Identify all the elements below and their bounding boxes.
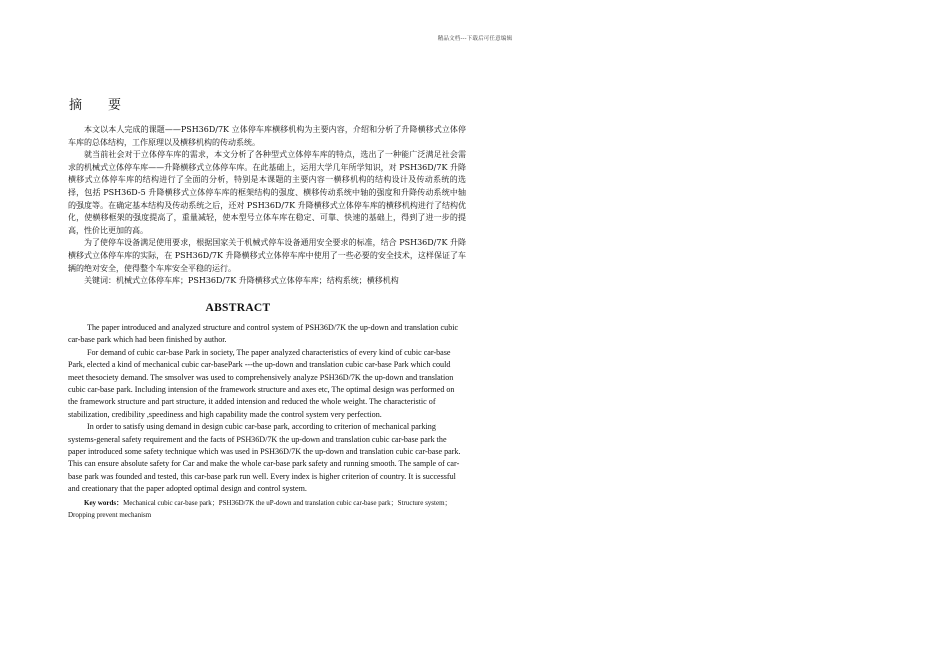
keywords-text: Mechanical cubic car-base park；PSH36D/7K the uP-down and translation cubic car-base park；Structure system；Dropping prevent mechanism bbox=[68, 498, 452, 519]
chinese-abstract-title bbox=[69, 94, 121, 113]
english-keywords bbox=[68, 497, 466, 521]
chinese-title-char-2: 要 bbox=[108, 98, 122, 113]
chinese-abstract-body bbox=[68, 124, 466, 288]
chinese-paragraph: 就当前社会对于立体停车库的需求，本文分析了各种型式立体停车库的特点，选出了一种能广泛满足社会需求的机械式立体停车库——升降横移式立体停车库。在此基础上，运用大学几年所学知识，对 PSH36D/7K 升降横移式立体停车库的结构进行了全面的分析，特别是本课题的主要内容一横移机构的结构设计及传动系统的选择，包括 PSH36D-5 升降横移式立体停车库的框架结构的强度、横移传动系统中轴的强度和升降传动系统中轴的强度等。在确定基本结构及传动系统之后，还对 PSH36D/7K 升降横移式立体停车库的横移机构进行了结构优化，使横移框架的强度提高了，重量减轻，使本型号立体车库在稳定、可靠、快速的基础上，得到了进一步的提高，性价比更加的高。 bbox=[68, 150, 466, 235]
page-header-note: 精品文档---下载后可任意编辑 bbox=[437, 36, 513, 42]
english-abstract-body bbox=[68, 322, 466, 521]
keywords-label: Key words： bbox=[84, 498, 124, 507]
english-paragraph: For demand of cubic car-base Park in society, The paper analyzed characteristics of every kind of cubic car-base Park, elected a kind of mechanical cubic car-basePark ---the up-down and translation cubic car-base Park which could meet thesociety demand. The smsolver was used to comprehensively analyze PSH36D/7K the up-down and translation cubic car-base park. Including intension of the framework structure and axes etc, The optimal design was performed on the framework structure and part structure, it added intension and reduced the whole weight. The characteristic of stabilization, credibility ,speediness and high capability made the control system very perfection. bbox=[68, 347, 455, 419]
chinese-title-char-1: 摘 bbox=[69, 98, 83, 113]
chinese-paragraph: 本文以本人完成的课题——PSH36D/7K 立体停车库横移机构为主要内容，介绍和分析了升降横移式立体停车库的总体结构，工作原理以及横移机构的传动系统。 bbox=[68, 125, 466, 147]
english-abstract-title: ABSTRACT bbox=[205, 302, 271, 314]
english-paragraph: In order to satisfy using demand in design cubic car-base park, according to criterion of mechanical parking systems-general safety requirement and the facts of PSH36D/7K the up-down and translation cubic car-base park the paper introduced some safety technique which was used in PSH36D/7K the up-down and translation cubic car-base park. This can ensure absolute safety for Car and make the whole car-base park safety and running smooth. The sample of car-base park was founded and tested, this car-base park run well. Every index is higher criterion of country. It is successful and creationary that the paper adopted optimal design and control system. bbox=[68, 422, 461, 494]
chinese-keywords: 关键词：机械式立体停车库；PSH36D/7K 升降横移式立体停车库；结构系统；横移机构 bbox=[84, 276, 399, 286]
chinese-paragraph: 为了使停车设备满足使用要求，根据国家关于机械式停车设备通用安全要求的标准，结合 PSH36D/7K 升降横移式立体停车库的实际，在 PSH36D/7K 升降横移式立体停车库中使用了一些必要的安全技术，这样保证了车辆的绝对安全，使得整个车库安全平稳的运行。 bbox=[68, 238, 466, 273]
english-paragraph: The paper introduced and analyzed structure and control system of PSH36D/7K the up-down and translation cubic car-base park which had been finished by author. bbox=[68, 323, 459, 345]
